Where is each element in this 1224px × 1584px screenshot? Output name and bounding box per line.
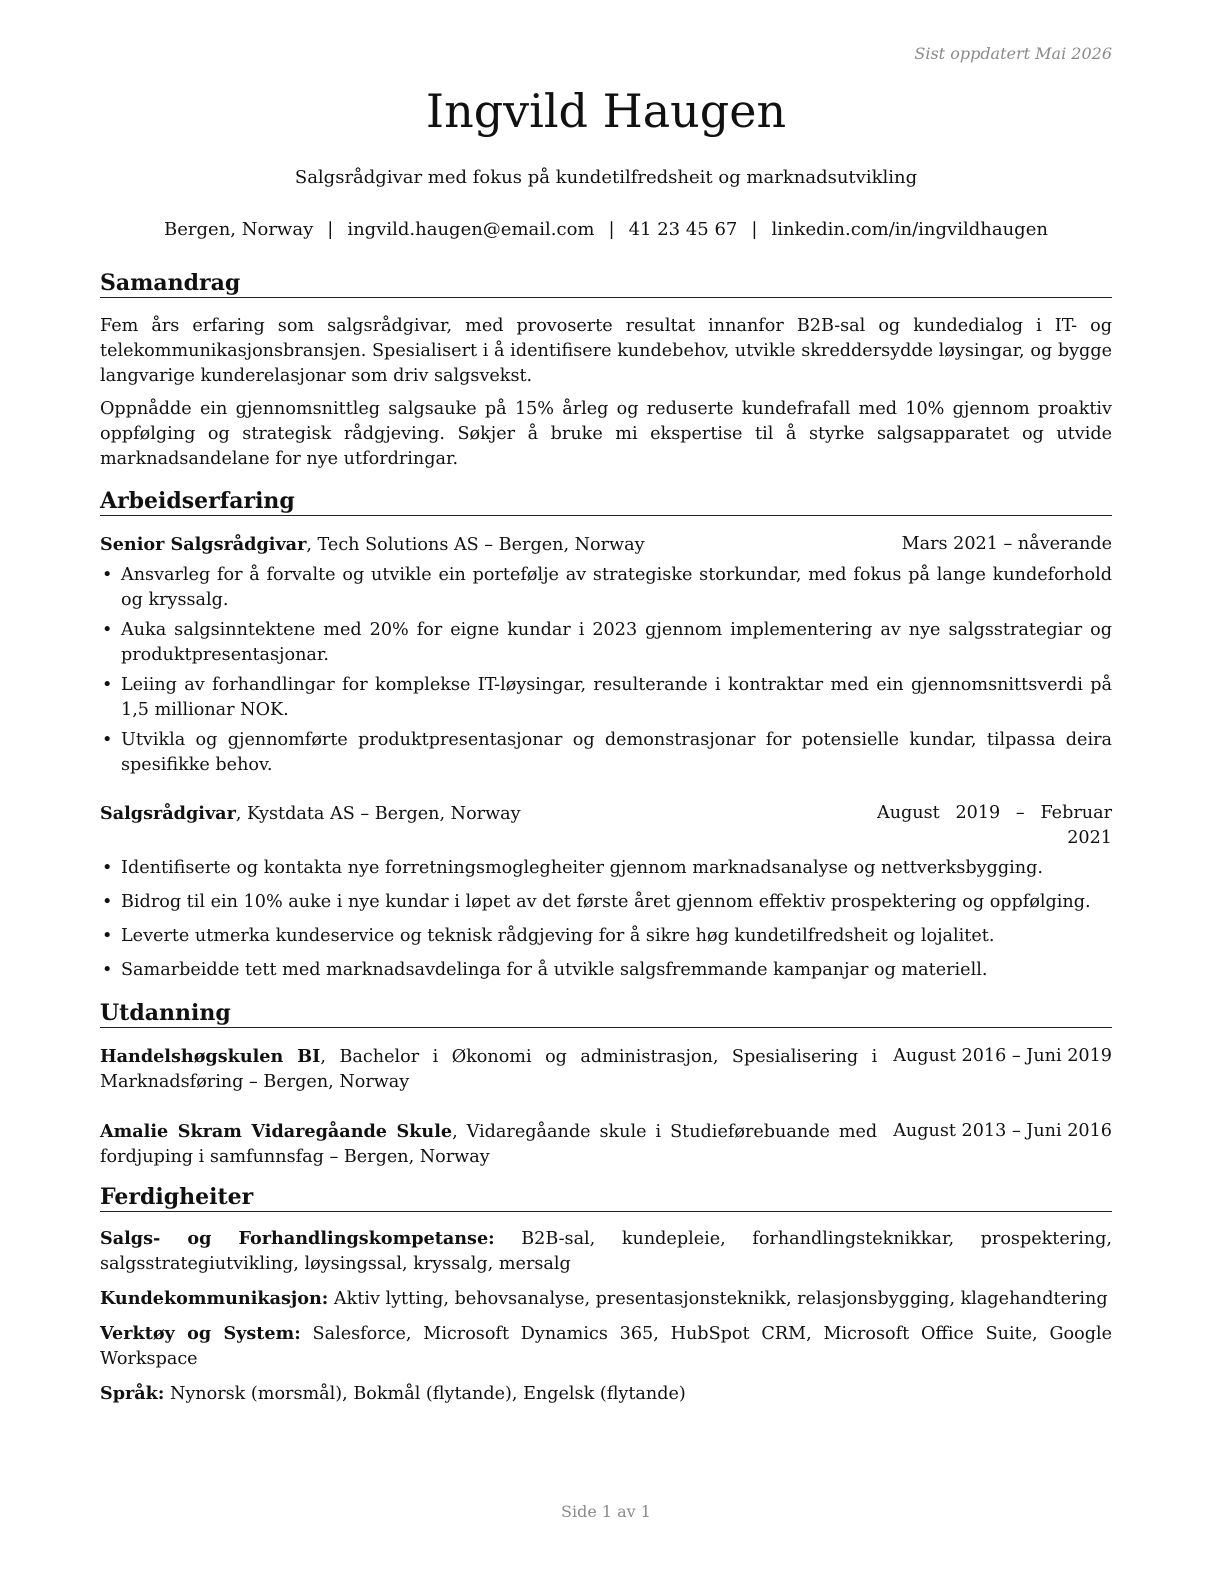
job-dates: Mars 2021 – nåverande: [901, 534, 1112, 555]
skill-label: Salgs- og Forhandlingskompetanse:: [100, 1228, 495, 1250]
section-title-skills: Ferdigheiter: [100, 1184, 1112, 1212]
section-title-education: Utdanning: [100, 1000, 1112, 1028]
summary-section: [100, 270, 1112, 472]
skill-line: [100, 1226, 1112, 1277]
job-company: , Kystdata AS – Bergen, Norway: [235, 804, 521, 825]
education-section: [100, 1000, 1112, 1170]
job-role: Salgsrådgivar: [100, 803, 236, 825]
contact-phone: 41 23 45 67: [628, 219, 738, 240]
contact-separator: |: [327, 219, 334, 240]
job-entry: [100, 532, 1112, 778]
list-item: • Bidrog til ein 10% auke i nye kundar i løpet av det første året gjennom effektiv prospektering og oppfølging.: [100, 890, 1112, 915]
list-item: • Auka salgsinntektene med 20% for eigne kundar i 2023 gjennom implementering av nye salgsstrategiar og produktpresentasjonar.: [100, 618, 1112, 668]
skill-value: Salesforce, Microsoft Dynamics 365, HubSpot CRM, Microsoft Office Suite, Google Workspace: [100, 1324, 1112, 1370]
job-entry: [100, 801, 1112, 983]
skill-value: B2B-sal, kundepleie, forhandlingsteknikkar, prospektering, salgsstrategiutvikling, løysingssal, kryssalg, mersalg: [100, 1229, 1113, 1275]
candidate-name: Ingvild Haugen: [425, 84, 787, 138]
list-item: • Identifiserte og kontakta nye forretningsmoglegheiter gjennom marknadsanalyse og nettverksbygging.: [100, 856, 1112, 881]
contact-line: [100, 218, 1112, 241]
education-school: Amalie Skram Vidaregåande Skule: [100, 1121, 453, 1143]
education-dates: August 2013 – Juni 2016: [893, 1121, 1112, 1142]
job-company: , Tech Solutions AS – Bergen, Norway: [306, 535, 645, 556]
education-dates: August 2016 – Juni 2019: [893, 1046, 1112, 1067]
skill-line: [100, 1321, 1112, 1372]
section-title-summary: Samandrag: [100, 270, 1112, 298]
education-program: , Bachelor i Økonomi og administrasjon, Spesialisering i Marknadsføring – Bergen, Norway: [100, 1047, 878, 1093]
job-header: [100, 532, 1112, 558]
list-item: • Utvikla og gjennomførte produktpresentasjonar og demonstrasjonar for potensielle kundar, tilpassa deira spesifikke behov.: [100, 728, 1112, 778]
list-item: • Leverte utmerka kundeservice og teknisk rådgjeving for å sikre høg kundetilfredsheit og lojalitet.: [100, 924, 1112, 949]
skill-value: Nynorsk (morsmål), Bokmål (flytande), Engelsk (flytande): [164, 1384, 686, 1405]
candidate-headline: Salgsrådgivar med fokus på kundetilfredsheit og marknadsutvikling: [294, 167, 918, 188]
skills-section: [100, 1184, 1112, 1407]
summary-paragraph: Fem års erfaring som salgsrådgivar, med provoserte resultat innanfor B2B-sal og kundedialog i IT- og telekommunikasjonsbransjen. Spesialisert i å identifisere kundebehov, utvikle skreddersydde løysingar, og bygge langvarige kunderelasjonar som driv salgsvekst.: [100, 316, 1112, 387]
contact-separator: |: [608, 219, 615, 240]
contact-separator: |: [751, 219, 758, 240]
job-role: Senior Salgsrådgivar: [100, 534, 307, 556]
resume-page: [100, 0, 1112, 1584]
list-item: • Samarbeidde tett med marknadsavdelinga for å utvikle salgsfremmande kampanjar og materiell.: [100, 958, 1112, 983]
experience-section: [100, 488, 1112, 983]
job-header: [100, 801, 1112, 851]
contact-location: Bergen, Norway: [164, 219, 314, 240]
job-dates: August 2019 – Februar 2021: [877, 803, 1112, 849]
last-updated: Sist oppdatert Mai 2026: [914, 44, 1112, 63]
skill-label: Kundekommunikasjon:: [100, 1288, 329, 1310]
contact-linkedin[interactable]: linkedin.com/in/ingvildhaugen: [771, 219, 1048, 240]
job-bullets: [100, 856, 1112, 983]
education-program: , Vidaregåande skule i Studieførebuande med fordjuping i samfunnsfag – Bergen, Norway: [100, 1122, 878, 1168]
skill-label: Verktøy og System:: [100, 1323, 301, 1345]
job-bullets: [100, 563, 1112, 778]
skill-line: [100, 1286, 1112, 1312]
skill-line: [100, 1381, 1112, 1407]
education-entry: [100, 1119, 1112, 1170]
education-entry: [100, 1044, 1112, 1095]
education-school: Handelshøgskulen BI: [100, 1046, 321, 1068]
contact-email[interactable]: ingvild.haugen@email.com: [347, 219, 595, 240]
skill-value: Aktiv lytting, behovsanalyse, presentasjonsteknikk, relasjonsbygging, klagehandtering: [328, 1289, 1108, 1310]
summary-paragraph: Oppnådde ein gjennomsnittleg salgsauke på 15% årleg og reduserte kundefrafall med 10% gjennom proaktiv oppfølging og strategisk rådgjeving. Søkjer å bruke mi ekspertise til å styrke salgsapparatet og utvide marknadsandelane for nye utfordringar.: [100, 399, 1112, 470]
list-item: • Ansvarleg for å forvalte og utvikle ein portefølje av strategiske storkundar, med fokus på lange kundeforhold og kryssalg.: [100, 563, 1112, 613]
page-number: Side 1 av 1: [561, 1502, 651, 1521]
section-title-experience: Arbeidserfaring: [100, 488, 1112, 516]
list-item: • Leiing av forhandlingar for komplekse IT-løysingar, resulterande i kontraktar med ein gjennomsnittsverdi på 1,5 millionar NOK.: [100, 673, 1112, 723]
skill-label: Språk:: [100, 1383, 165, 1405]
